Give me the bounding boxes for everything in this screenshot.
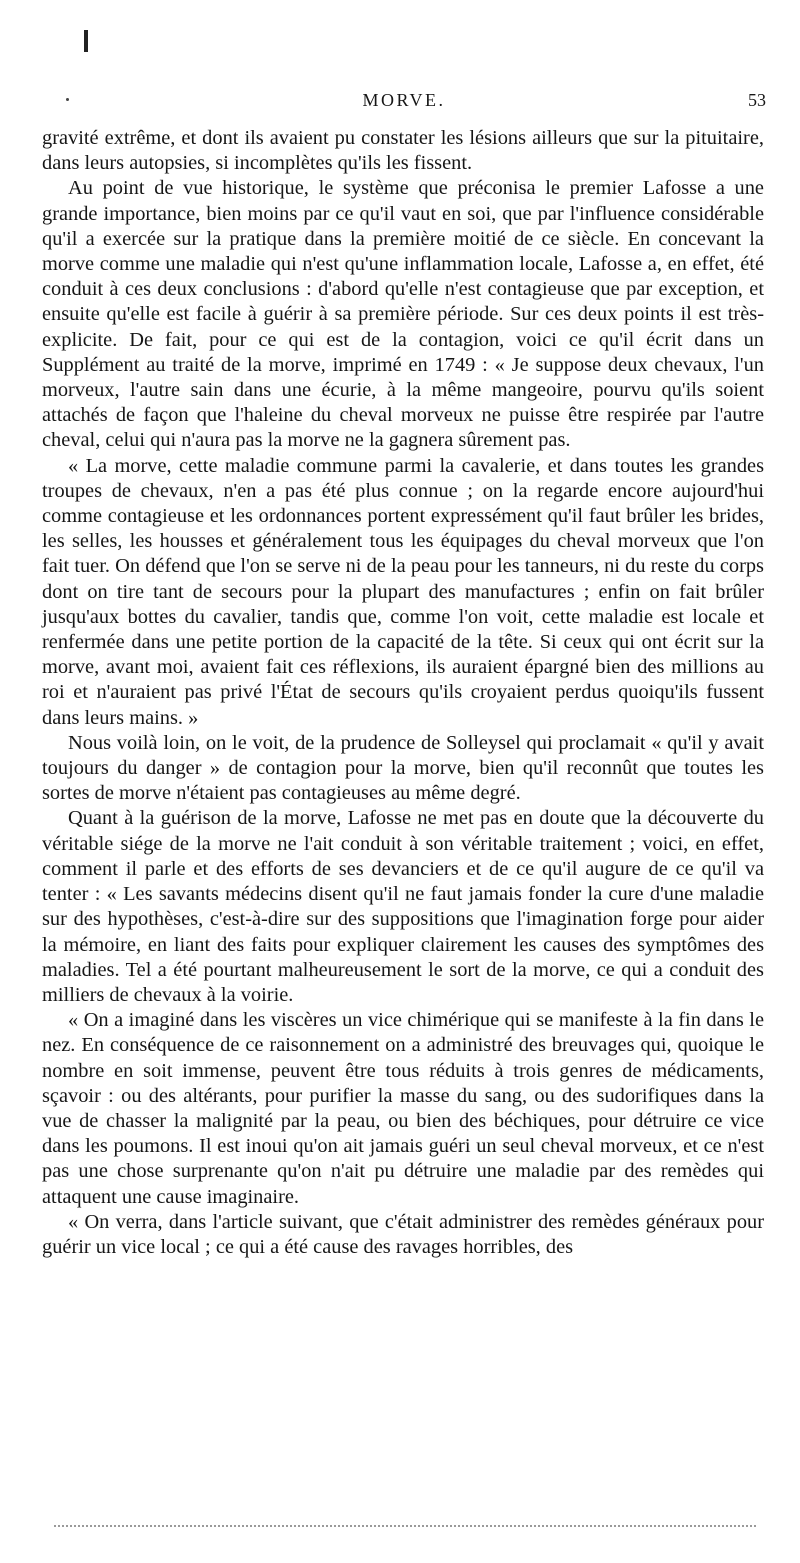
paragraph-quote-article-suivant: « On verra, dans l'article suivant, que c'était administrer des remèdes généraux pour guérir un vice local ; ce qui a été cause des ravages horribles, des xyxy=(42,1210,764,1258)
page-header xyxy=(40,90,768,114)
paragraph-guerison: Quant à la guérison de la morve, Lafosse ne met pas en doute que la découverte du véritable siége de la morve ne l'ait conduit à son véritable traitement ; voici, en effet, comment il parle et des efforts de ses devanciers et de ce qu'il augure de ce qu'il va tenter : « Les savants médecins disent qu'il ne faut jamais fonder la cure d'une maladie sur des hypothèses, c'est-à-dire sur des suppositions que l'imagination forge pour aider la mémoire, en liant des faits pour expliquer clairement les causes des symptômes des maladies. Tel a été pourtant malheureusement le sort de la morve, ce qui a conduit des milliers de chevaux à la voirie. xyxy=(42,807,764,1006)
page-number: 53 xyxy=(748,90,766,110)
paragraph-continued: gravité extrême, et dont ils avaient pu constater les lésions ailleurs que sur la pituitaire, dans leurs autopsies, si incomplètes qu'ils les fissent. xyxy=(42,127,764,175)
paragraph-quote-visceres: « On a imaginé dans les viscères un vice chimérique qui se manifeste à la fin dans le nez. En conséquence de ce raisonnement on a administré des breuvages qui, quoique le nombre en soit immense, peuvent être tous réduits à trois genres de médicaments, sçavoir : ou des altérants, pour purifier la masse du sang, ou des sudorifiques dans la vue de chasser la malignité par la peau, ou bien des béchiques, pour détruire ce vice dans les poumons. Il est inoui qu'on ait jamais guéri un seul cheval morveux, et ce n'est pas une chose surprenante qu'on n'ait pu détruire une maladie par des remèdes qui attaquent une cause imaginaire. xyxy=(42,1009,764,1208)
paragraph-historique: Au point de vue historique, le système que préconisa le premier Lafosse a une grande importance, bien moins par ce qu'il vaut en soi, que par l'influence considérable qu'il a exercée sur la pratique dans la première moitié de ce siècle. En concevant la morve comme une maladie qui n'est qu'une inflammation locale, Lafosse a, en effet, été conduit à ces deux conclusions : d'abord qu'elle n'est contagieuse que par exception, et ensuite qu'elle est facile à guérir à sa première période. Sur ces deux points il est très-explicite. De fait, pour ce qui est de la contagion, voici ce qu'il écrit dans un Supplément au traité de la morve, imprimé en 1749 : « Je suppose deux chevaux, l'un morveux, l'autre sain dans une écurie, à la même mangeoire, pourvu qu'ils soient attachés de façon que l'haleine du cheval morveux ne puisse être respirée par l'autre cheval, celui qui n'aura pas la morve ne la gagnera sûrement pas. xyxy=(42,177,764,452)
margin-ink-mark xyxy=(84,30,88,52)
paragraph-quote-cavalerie: « La morve, cette maladie commune parmi la cavalerie, et dans toutes les grandes troupes de chevaux, n'en a pas été plus connue ; on la regarde encore aujourd'hui comme contagieuse et les ordonnances portent expressément qu'il faut brûler les brides, les selles, les housses et généralement tous les équipages du cheval morveux que l'on fait tuer. On défend que l'on se serve ni de la peau pour les tanneurs, ni du reste du corps dont on tire tant de secours pour la plupart des manufactures ; enfin on fait brûler jusqu'aux bottes du cavalier, tandis que, comme l'on voit, cette maladie est locale et renfermée dans une petite portion de la capacité de la tête. Si ceux qui ont écrit sur la morve, avant moi, avaient fait ces réflexions, ils auraient épargné bien des millions au roi et n'auraient pas privé l'État de secours qu'ils croyaient perdus quoiqu'ils fussent dans leurs mains. » xyxy=(42,454,764,729)
paragraph-solleysel: Nous voilà loin, on le voit, de la prudence de Solleysel qui proclamait « qu'il y avait toujours du danger » de contagion pour la morve, bien qu'il reconnût que toutes les sortes de morve n'étaient pas contagieuses au même degré. xyxy=(42,731,764,805)
running-title: MORVE. xyxy=(362,90,446,110)
footer-dotted-rule xyxy=(54,1525,756,1527)
body-text xyxy=(42,126,764,1260)
